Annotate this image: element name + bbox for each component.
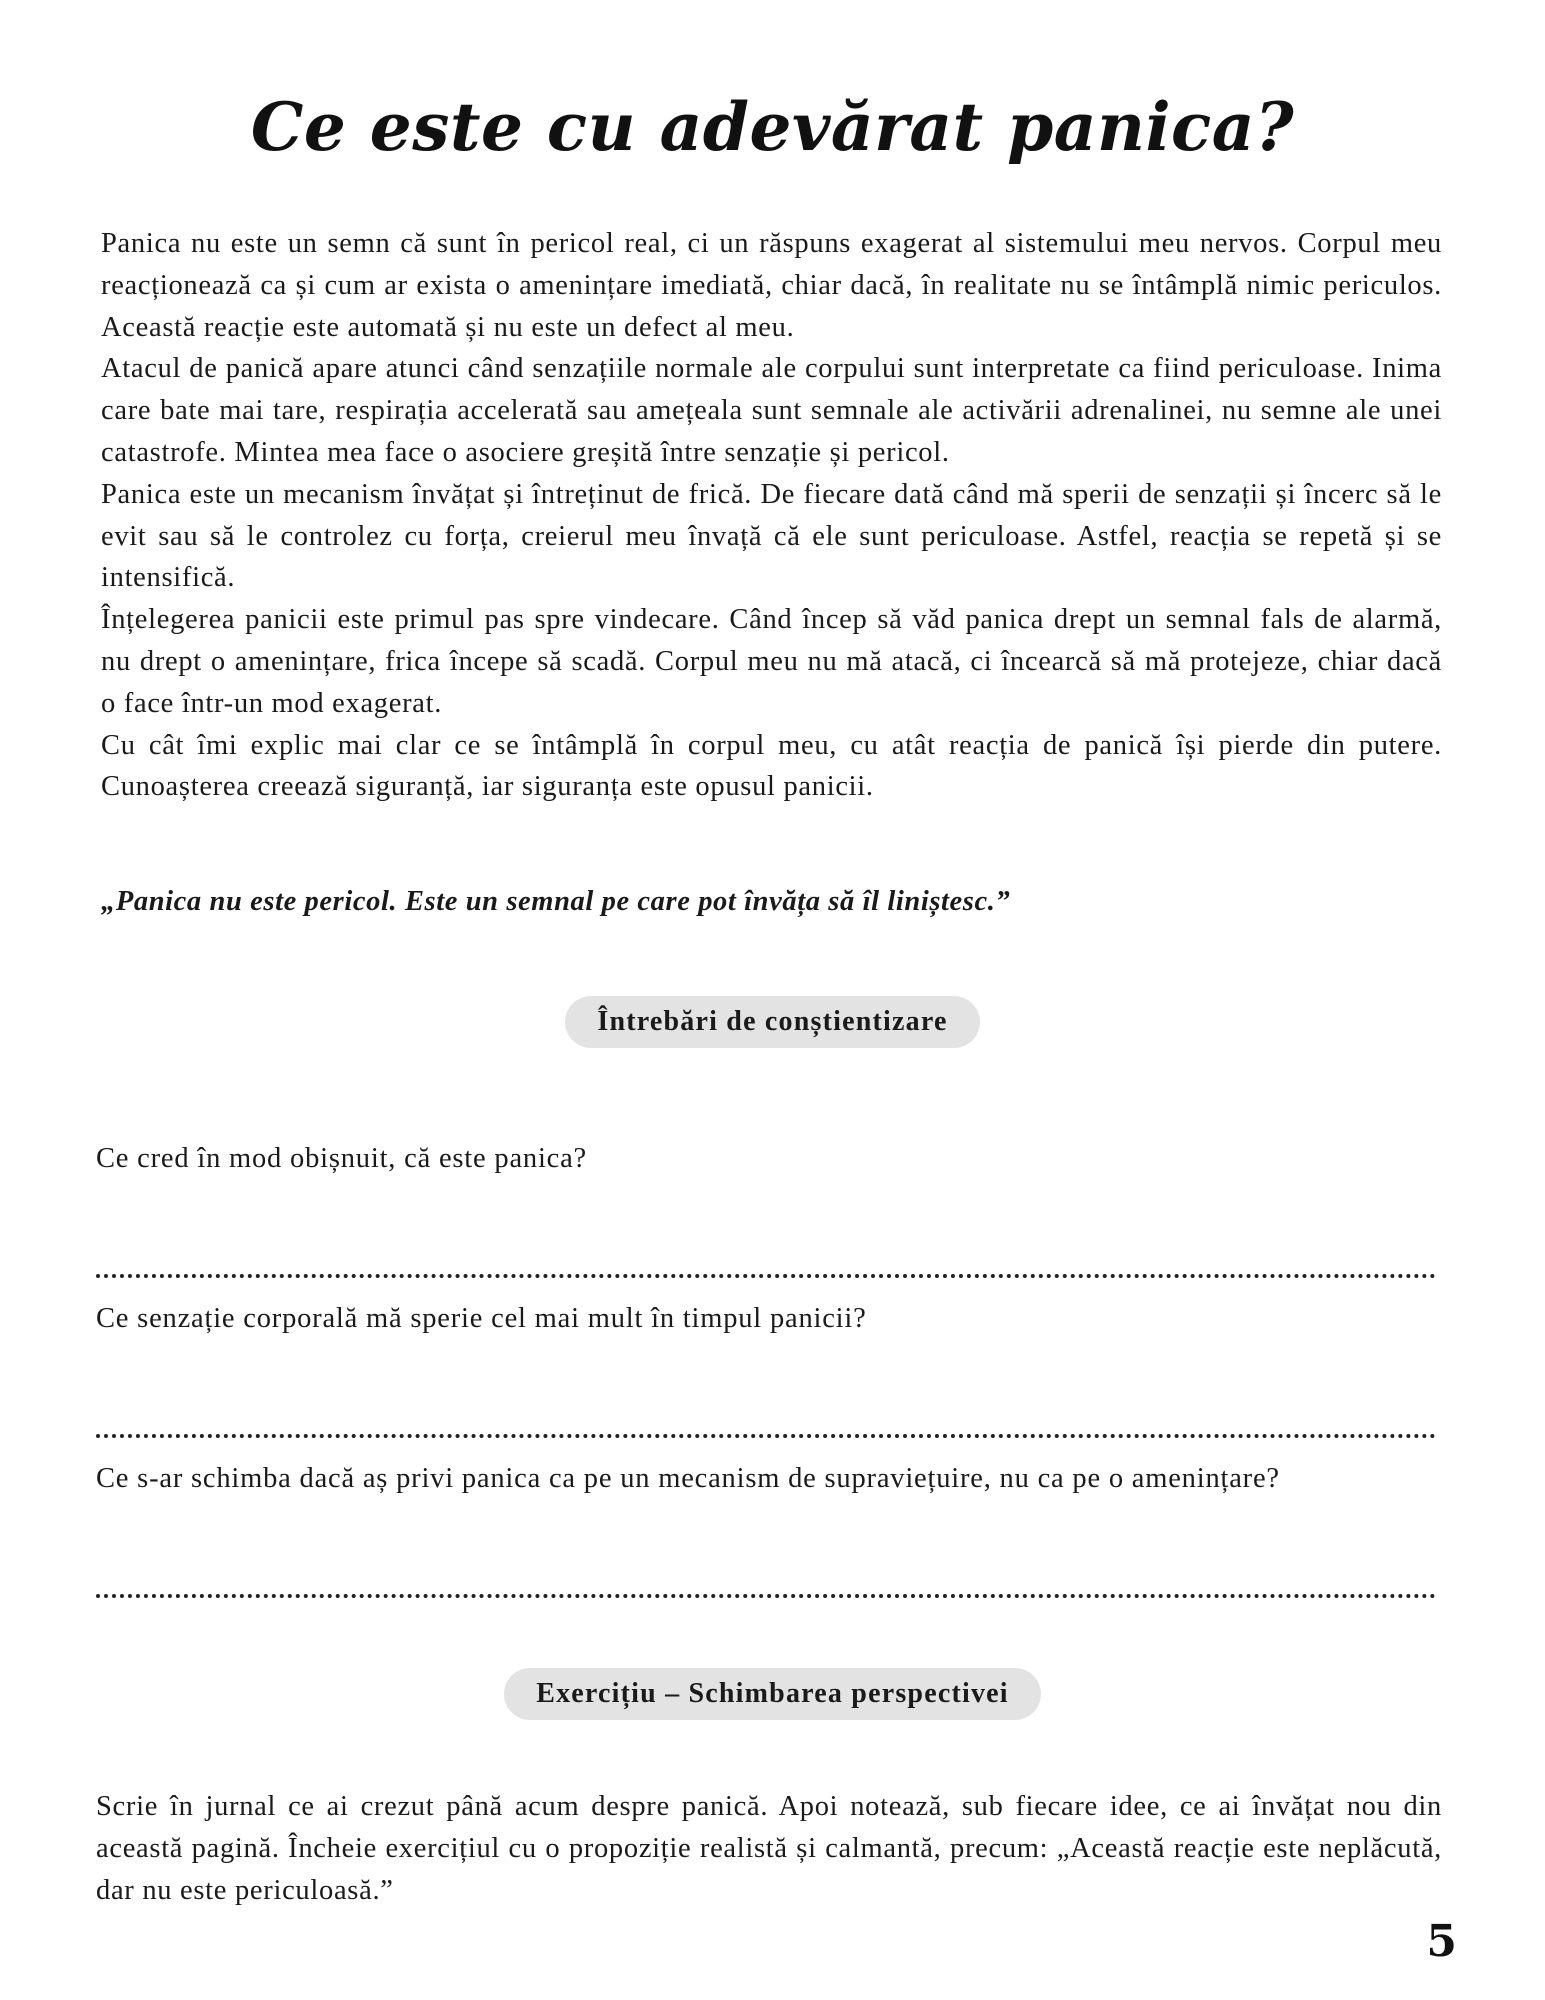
paragraph: Panica este un mecanism învățat și întreținut de frică. De fiecare dată când mă sperii de senzații și încerc să le evit sau să le controlez cu forța, creierul meu învață că ele sunt periculoase. Astfel, reacția se repetă și se intensifică. [101, 478, 1442, 594]
page-number: 5 [1426, 1916, 1457, 1967]
question-2: Ce senzație corporală mă sperie cel mai mult în timpul panicii? [96, 1303, 867, 1334]
question-1: Ce cred în mod obișnuit, că este panica? [96, 1143, 588, 1174]
answer-line-1[interactable] [96, 1274, 1436, 1278]
section-header-awareness [0, 996, 1545, 1048]
answer-line-2[interactable] [96, 1434, 1436, 1438]
section-header-exercise [0, 1668, 1545, 1720]
question-3: Ce s-ar schimba dacă aș privi panica ca pe un mecanism de supraviețuire, nu ca pe o amenințare? [96, 1463, 1280, 1494]
affirmation-quote: „Panica nu este pericol. Este un semnal pe care pot învăța să îl liniștesc.” [101, 886, 1011, 917]
exercise-instructions: Scrie în jurnal ce ai crezut până acum despre panică. Apoi notează, sub fiecare idee, ce ai învățat nou din această pagină. Încheie exercițiul cu o propoziție realistă și calmantă, precum: „Această reacție este neplăcută, dar nu este periculoasă.” [96, 1791, 1442, 1906]
page-title: Ce este cu adevărat panica? [250, 88, 1295, 166]
paragraph: Înțelegerea panicii este primul pas spre vindecare. Când încep să văd panica drept un semnal fals de alarmă, nu drept o amenințare, frica începe să scadă. Corpul meu nu mă atacă, ci încearcă să mă protejeze, chiar dacă o face într-un mod exagerat. [101, 604, 1442, 719]
paragraph: Panica nu este un semn că sunt în pericol real, ci un răspuns exagerat al sistemului meu nervos. Corpul meu reacționează ca și cum ar exista o amenințare imediată, chiar dacă, în realitate nu se întâmplă nimic periculos. Această reacție este automată și nu este un defect al meu. [101, 228, 1442, 343]
intro-text [101, 223, 1442, 808]
section-title-awareness: Întrebări de conștientizare [565, 996, 979, 1048]
paragraph: Atacul de panică apare atunci când senzațiile normale ale corpului sunt interpretate ca fiind periculoase. Inima care bate mai tare, respirația accelerată sau amețeala sunt semnale ale activării adrenalinei, nu semne ale unei catastrofe. Mintea mea face o asociere greșită între senzație și pericol. [101, 353, 1442, 468]
answer-line-3[interactable] [96, 1594, 1436, 1598]
section-title-exercise: Exercițiu – Schimbarea perspectivei [504, 1668, 1041, 1720]
paragraph: Cu cât îmi explic mai clar ce se întâmplă în corpul meu, cu atât reacția de panică își pierde din putere. Cunoașterea creează siguranță, iar siguranța este opusul panicii. [101, 729, 1442, 803]
